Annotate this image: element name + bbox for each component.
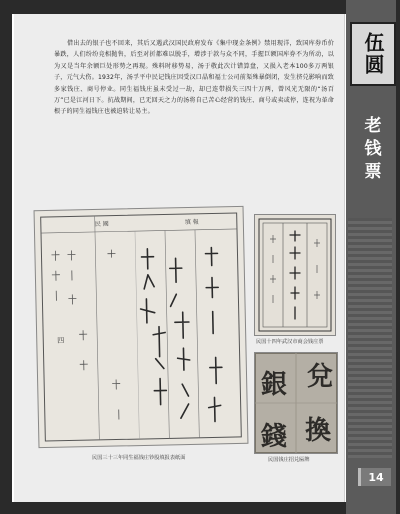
signboard-char-3: 銀 [261,370,288,400]
section-subtitle-box [352,90,390,210]
body-paragraph: 借出去的银子也不回来，其后又遇武汉国民政府发布《集中现金条例》禁用现洋，致国库券币价暴跌，人们纷纷竞相抛售，后至对折都难以脱手，增涉于款与众不同，手握巨额国库券不为所动，以为又是当年余额巨处形势之再现。殊料时移势易，汤于敬此次计错算盘，又损入老本100多万两银子，元气大伤。1932年，汤孚平中民记钱庄因受汉口晶和福士公司前渠殊暴倒闭，发生挤兑影响而致多家钱庄、商号停业。同生福钱庄虽未受过一劫，却已连带损失三四十万两，曾风光无限的“汤百万”已是江河日下。抗战期间，已无回天之力的汤将自己苦心经营的钱庄、商号或卖或停，连祝为革命根子的同生福钱庄也被迫转让易主。 [54,40,334,116]
section-subtitle: 老钱票 [360,115,381,185]
svg-text:民 國: 民 國 [94,220,109,228]
signboard-char-4: 錢 [261,422,288,452]
svg-text:填 報: 填 報 [184,218,199,227]
section-title-box [350,22,396,86]
svg-text:四: 四 [57,336,65,345]
document-scan-caption: 民国三十三年同生福钱庄钞股填报表纸面 [92,455,186,461]
receipt-scan-caption: 民国十四年武汉市商会钱庄票 [256,339,324,345]
section-title: 伍圆 [361,32,385,76]
frame-bottom-border [0,502,400,514]
signboard-caption: 民国钱庄招兑匾牌 [268,457,310,463]
signboard-drawing [255,353,337,453]
signboard-char-1: 兌 [307,362,334,392]
decorative-banknote-texture [348,218,392,458]
frame-left-border [0,0,12,514]
side-title-strip [346,0,396,514]
frame-right-border [396,0,400,514]
receipt-scan-image [254,214,336,336]
signboard-image [254,352,338,454]
body-text [54,38,334,118]
document-scan-image [34,206,249,448]
page-number: 14 [358,468,391,486]
document-scan-drawing [35,207,248,447]
receipt-scan-drawing [255,215,335,335]
frame-top-border [0,0,400,14]
signboard-char-2: 換 [305,416,332,446]
